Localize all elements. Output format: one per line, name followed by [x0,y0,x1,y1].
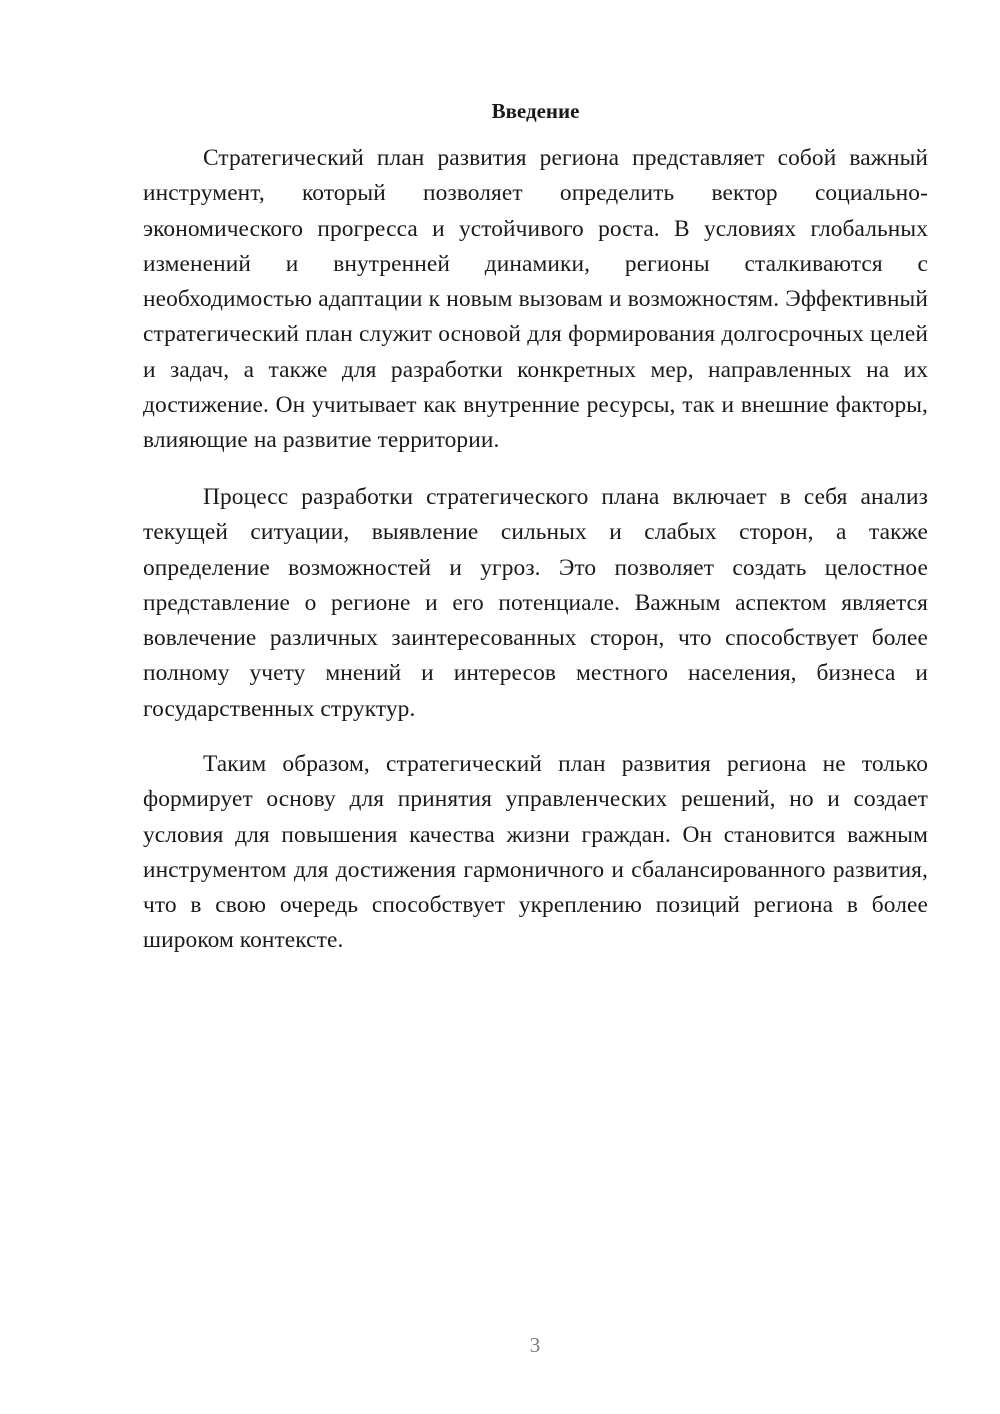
paragraph-process: Процесс разработки стратегического плана включает в себя анализ текущей ситуации, выявление сильных и слабых сторон, а также определение возможностей и угроз. Это позволяет создать целостное представление о регионе и его потенциале. Важным аспектом является вовлечение различных заинтересованных сторон, что способствует более полному учету мнений и интересов местного населения, бизнеса и государственных структур. [143,484,928,722]
paragraph-conclusion: Таким образом, стратегический план развития региона не только формирует основу для принятия управленческих решений, но и создает условия для повышения качества жизни граждан. Он становится важным инструментом для достижения гармоничного и сбалансированного развития, что в свою очередь способствует укреплению позиций региона в более широком контексте. [143,751,928,954]
section-title: Введение [491,99,580,123]
page-number: 3 [529,1333,541,1357]
paragraph-intro: Стратегический план развития региона представляет собой важный инструмент, который позволяет определить вектор социально-экономического прогресса и устойчивого роста. В условиях глобальных изменений и внутренней динамики, регионы сталкиваются с необходимостью адаптации к новым вызовам и возможностям. Эффективный стратегический план служит основой для формирования долгосрочных целей и задач, а также для разработки конкретных мер, направленных на их достижение. Он учитывает как внутренние ресурсы, так и внешние факторы, влияющие на развитие территории. [143,145,928,454]
